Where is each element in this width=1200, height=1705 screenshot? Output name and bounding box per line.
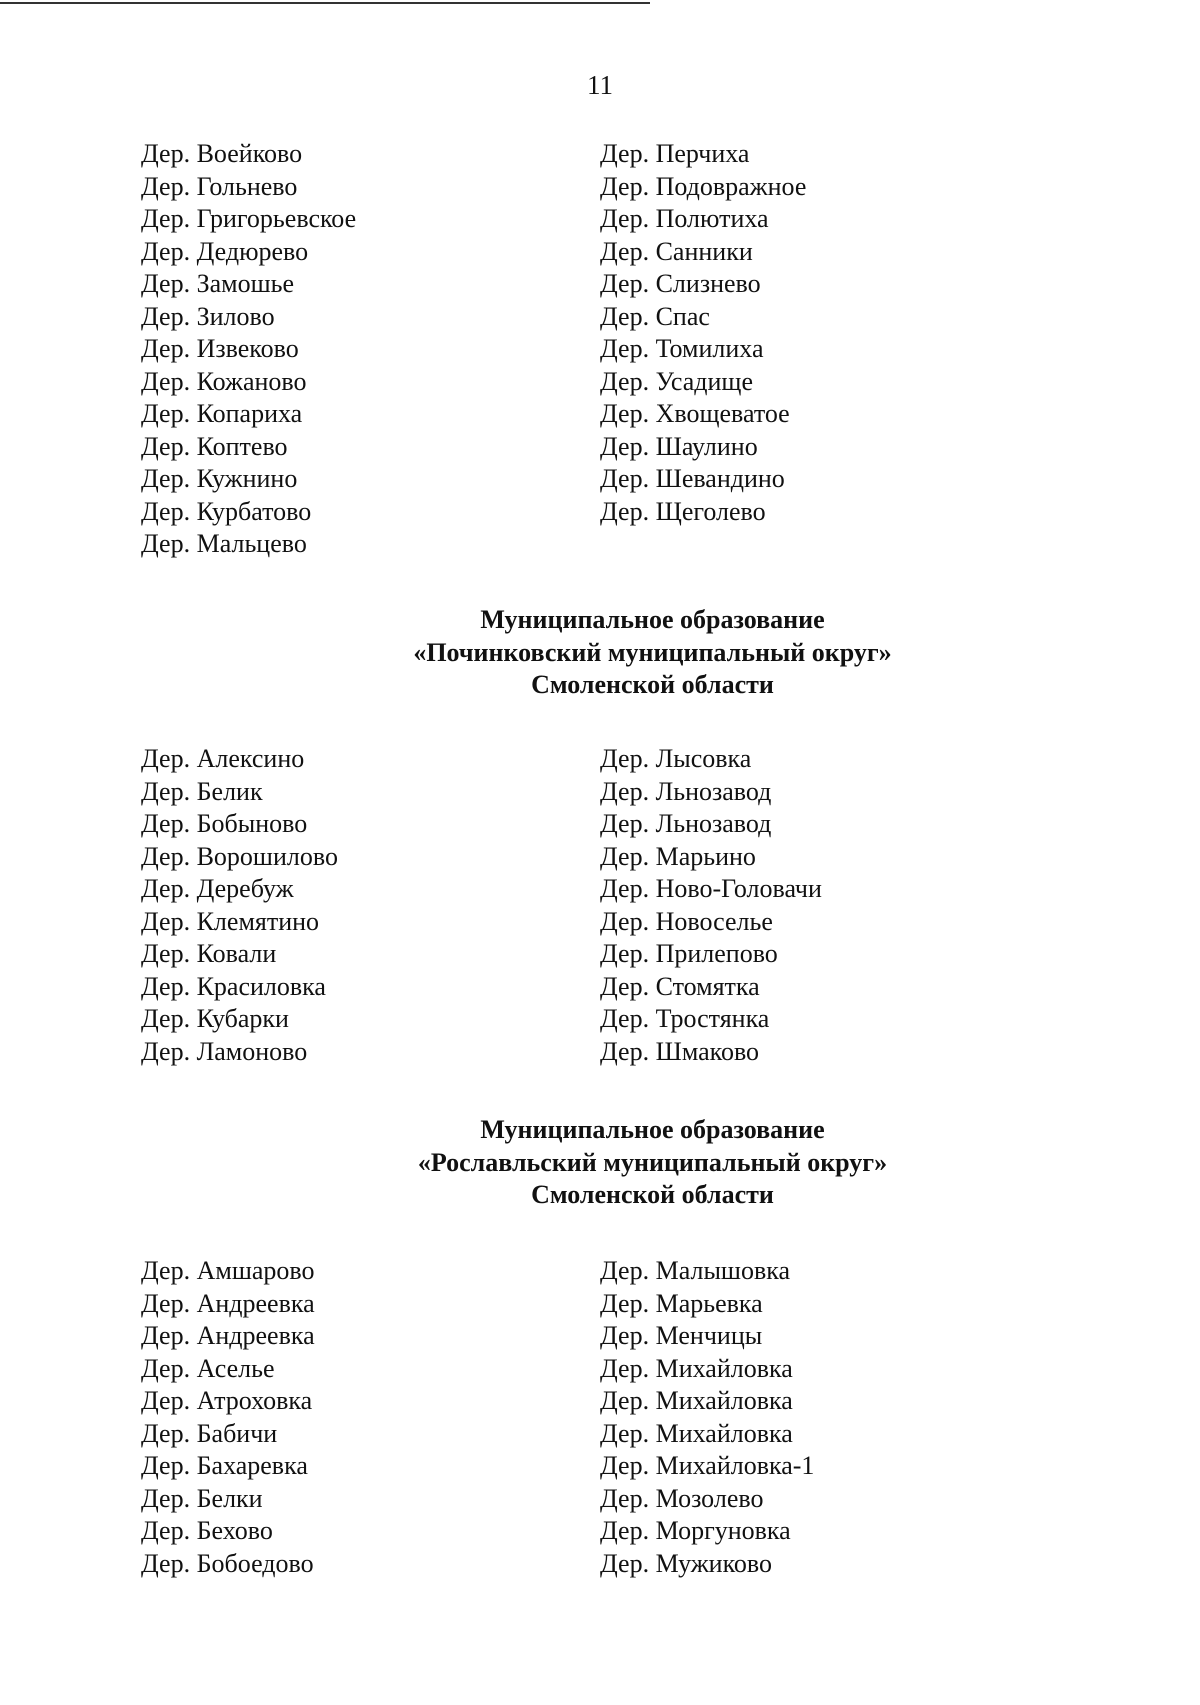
village-item: Дер. Томилиха	[600, 334, 764, 363]
village-item: Дер. Перчиха	[600, 139, 750, 168]
heading-line: Муниципальное образование	[480, 605, 825, 634]
village-item: Дер. Кужнино	[141, 464, 298, 493]
village-item: Дер. Ламоново	[141, 1036, 308, 1066]
village-item: Дер. Кубарки	[141, 1004, 289, 1033]
village-item: Дер. Мужиково	[600, 1548, 773, 1578]
village-item: Дер. Хвощеватое	[600, 399, 790, 428]
village-item: Дер. Григорьевское	[141, 204, 357, 233]
village-item: Дер. Ново-Головачи	[600, 874, 822, 903]
village-item: Дер. Кожаново	[141, 366, 307, 396]
village-item: Дер. Копариха	[141, 399, 303, 428]
village-item: Дер. Амшарово	[141, 1256, 315, 1285]
village-list-right	[600, 743, 822, 1068]
village-item: Дер. Михайловка	[600, 1386, 793, 1415]
village-item: Дер. Спас	[600, 301, 710, 331]
village-item: Дер. Мозолево	[600, 1483, 764, 1513]
village-list-left	[141, 138, 356, 561]
page-number: 11	[587, 70, 613, 100]
village-item: Дер. Дедюрево	[141, 236, 309, 266]
village-item: Дер. Моргуновка	[600, 1516, 791, 1545]
village-item: Дер. Льнозавод	[600, 776, 772, 806]
village-item: Дер. Бобоедово	[141, 1548, 314, 1578]
heading-line: Смоленской области	[531, 1180, 774, 1209]
heading-line: Муниципальное образование	[480, 1115, 825, 1144]
village-item: Дер. Тростянка	[600, 1004, 770, 1033]
village-item: Дер. Ворошилово	[141, 841, 338, 871]
village-item: Дер. Мальцево	[141, 529, 307, 558]
village-item: Дер. Усадище	[600, 366, 753, 396]
village-item: Дер. Стомятка	[600, 971, 760, 1001]
village-list-left	[141, 1255, 315, 1580]
village-item: Дер. Михайловка	[600, 1353, 793, 1383]
village-item: Дер. Щеголево	[600, 496, 766, 526]
village-item: Дер. Малышовка	[600, 1256, 790, 1285]
village-item: Дер. Красиловка	[141, 971, 326, 1001]
village-item: Дер. Ковали	[141, 939, 277, 968]
village-item: Дер. Марьино	[600, 841, 756, 871]
village-item: Дер. Новоселье	[600, 906, 773, 936]
village-item: Дер. Слизнево	[600, 269, 761, 298]
village-item: Дер. Клемятино	[141, 906, 320, 936]
village-item: Дер. Санники	[600, 236, 753, 266]
village-item: Дер. Деребуж	[141, 874, 294, 903]
village-item: Дер. Атроховка	[141, 1386, 313, 1415]
village-item: Дер. Бабичи	[141, 1418, 278, 1448]
village-item: Дер. Андреевка	[141, 1321, 315, 1350]
heading-line: «Починковский муниципальный округ»	[413, 637, 892, 667]
village-list-right	[600, 138, 806, 528]
village-item: Дер. Бобыново	[141, 809, 308, 838]
section-heading	[0, 604, 1200, 702]
village-item: Дер. Аселье	[141, 1353, 275, 1383]
village-item: Дер. Алексино	[141, 744, 305, 773]
village-item: Дер. Михайловка	[600, 1418, 793, 1448]
village-item: Дер. Шаулино	[600, 431, 758, 461]
village-item: Дер. Зилово	[141, 301, 275, 331]
section-heading	[0, 1114, 1200, 1212]
top-rule	[0, 2, 650, 4]
heading-line: «Рославльский муниципальный округ»	[417, 1147, 888, 1177]
village-item: Дер. Белик	[141, 776, 263, 806]
village-item: Дер. Белки	[141, 1483, 263, 1513]
village-item: Дер. Курбатово	[141, 496, 312, 526]
village-item: Дер. Полютиха	[600, 204, 769, 233]
village-item: Дер. Подовражное	[600, 171, 807, 201]
village-list-left	[141, 743, 338, 1068]
village-item: Дер. Марьевка	[600, 1288, 763, 1318]
village-item: Дер. Менчицы	[600, 1321, 763, 1350]
heading-line: Смоленской области	[531, 670, 774, 699]
village-item: Дер. Андреевка	[141, 1288, 315, 1318]
village-item: Дер. Коптево	[141, 431, 288, 461]
village-item: Дер. Гольнево	[141, 171, 298, 201]
village-item: Дер. Шмаково	[600, 1036, 760, 1066]
village-item: Дер. Шевандино	[600, 464, 785, 493]
village-item: Дер. Извеково	[141, 334, 299, 363]
village-item: Дер. Лысовка	[600, 744, 752, 773]
village-item: Дер. Бахаревка	[141, 1451, 308, 1480]
village-item: Дер. Льнозавод	[600, 809, 772, 838]
village-item: Дер. Михайловка-1	[600, 1451, 815, 1480]
village-list-right	[600, 1255, 814, 1580]
village-item: Дер. Бехово	[141, 1516, 273, 1545]
village-item: Дер. Воейково	[141, 139, 303, 168]
village-item: Дер. Прилепово	[600, 939, 778, 968]
village-item: Дер. Замошье	[141, 269, 295, 298]
